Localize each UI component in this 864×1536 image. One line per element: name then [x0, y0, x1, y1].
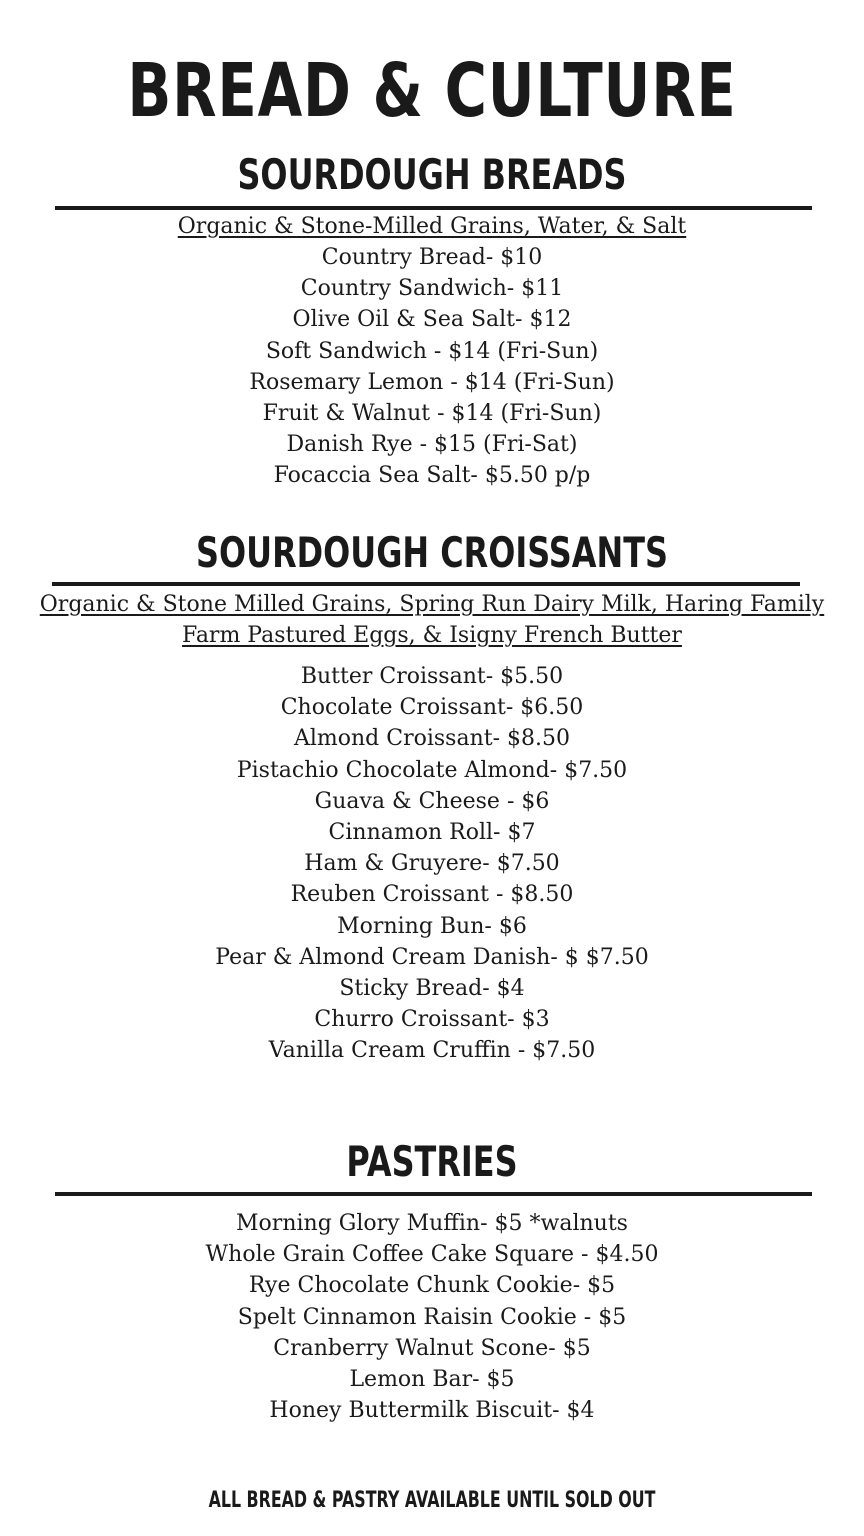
menu-item: Focaccia Sea Salt- $5.50 p/p [273, 463, 591, 489]
menu-item: Soft Sandwich - $14 (Fri-Sun) [265, 338, 599, 364]
menu-item: Whole Grain Coffee Cake Square - $4.50 [205, 1242, 659, 1268]
menu-item: Sticky Bread- $4 [339, 976, 525, 1002]
menu-item: Country Sandwich- $11 [300, 276, 564, 302]
menu-item: Guava & Cheese - $6 [314, 788, 550, 814]
brand-title: BREAD & CULTURE [127, 48, 737, 134]
menu-item: Butter Croissant- $5.50 [300, 664, 564, 689]
menu-item: Morning Bun- $6 [337, 913, 527, 939]
section-title-sourdough-croissants: SOURDOUGH CROISSANTS [196, 528, 668, 577]
section-subtitle: Organic & Stone-Milled Grains, Water, & Salt [177, 214, 687, 239]
menu-item: Pear & Almond Cream Danish- $ $7.50 [215, 944, 649, 970]
section-divider [55, 1192, 812, 1196]
menu-item: Vanilla Cream Cruffin - $7.50 [268, 1038, 596, 1064]
menu-item: Olive Oil & Sea Salt- $12 [292, 307, 572, 333]
menu-item: Spelt Cinnamon Raisin Cookie - $5 [237, 1304, 627, 1330]
menu-item: Lemon Bar- $5 [349, 1367, 515, 1393]
menu-item: Fruit & Walnut - $14 (Fri-Sun) [262, 401, 602, 427]
footer-note: ALL BREAD & PASTRY AVAILABLE UNTIL SOLD OUT [208, 1488, 656, 1513]
section-divider [52, 582, 800, 586]
menu-item: Cranberry Walnut Scone- $5 [273, 1335, 591, 1361]
sourdough-croissants-list [0, 661, 864, 1067]
section-subtitle-line-2: Farm Pastured Eggs, & Isigny French Butter [182, 623, 682, 648]
section-title-sourdough-breads: SOURDOUGH BREADS [237, 150, 627, 199]
menu-item: Churro Croissant- $3 [314, 1007, 550, 1033]
menu-item: Country Bread- $10 [321, 245, 543, 270]
menu-item: Rye Chocolate Chunk Cookie- $5 [248, 1273, 616, 1299]
menu-item: Honey Buttermilk Biscuit- $4 [269, 1398, 595, 1424]
menu-item: Almond Croissant- $8.50 [293, 726, 571, 752]
menu-item: Reuben Croissant - $8.50 [290, 882, 574, 908]
menu-item: Chocolate Croissant- $6.50 [280, 695, 584, 721]
menu-item: Cinnamon Roll- $7 [328, 820, 536, 846]
section-divider [55, 206, 812, 210]
menu-item: Pistachio Chocolate Almond- $7.50 [236, 757, 628, 783]
menu-item: Morning Glory Muffin- $5 *walnuts [236, 1211, 628, 1236]
section-subtitle-line-1: Organic & Stone Milled Grains, Spring Run Dairy Milk, Haring Family [39, 592, 825, 617]
menu-item: Rosemary Lemon - $14 (Fri-Sun) [249, 369, 615, 395]
menu-item: Danish Rye - $15 (Fri-Sat) [286, 432, 578, 458]
menu-item: Ham & Gruyere- $7.50 [304, 851, 560, 877]
pastries-list [0, 1208, 864, 1426]
sourdough-breads-list [0, 242, 864, 492]
section-title-pastries: PASTRIES [346, 1137, 518, 1186]
